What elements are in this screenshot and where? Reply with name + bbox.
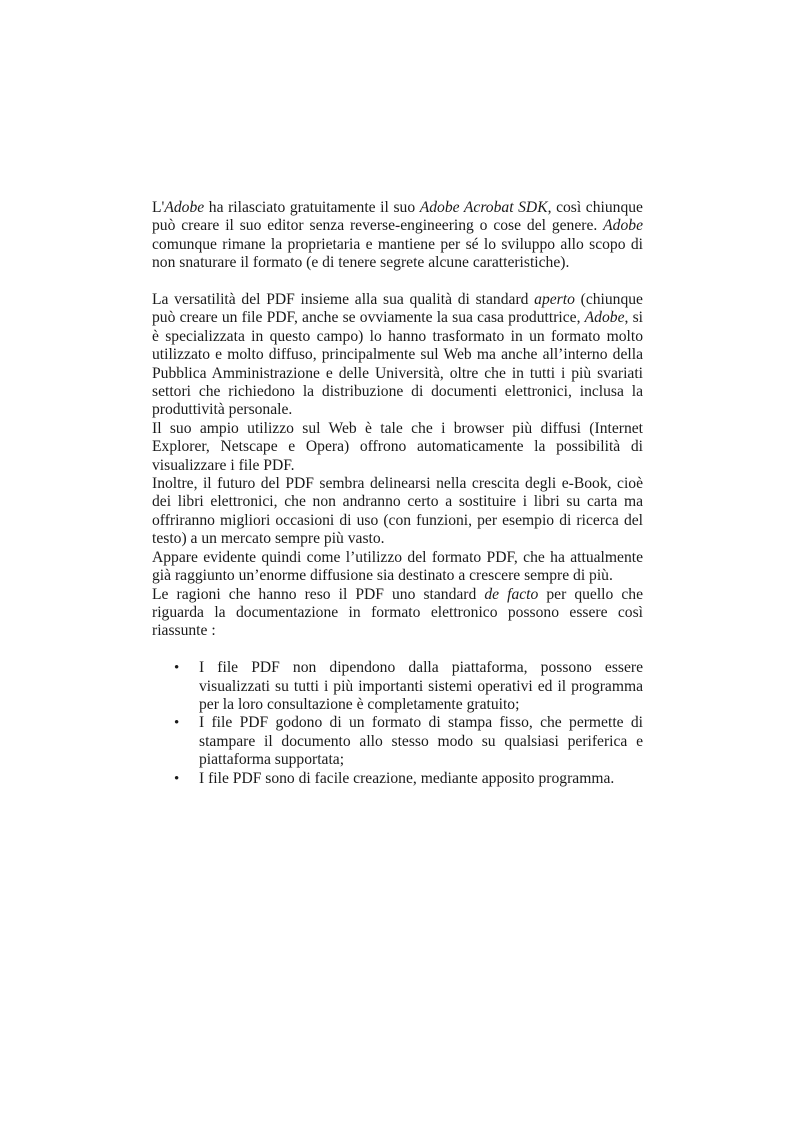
emphasis-de-facto: de facto bbox=[484, 585, 539, 603]
paragraph-adobe-sdk bbox=[152, 199, 643, 273]
text-run: La versatilità del PDF insieme alla sua qualità di standard bbox=[152, 291, 535, 309]
paragraph-reasons-intro bbox=[152, 586, 643, 641]
list-item bbox=[152, 659, 643, 714]
list-item-text: I file PDF godono di un formato di stampa fisso, che permette di stampare il documento allo stesso modo su qualsiasi periferica e piattaforma supportata; bbox=[199, 714, 643, 769]
text-run: comunque rimane la proprietaria e mantiene per sé lo sviluppo allo scopo di non snaturare il formato (e di tenere segrete alcune caratteristiche). bbox=[152, 235, 643, 272]
emphasis-adobe: Adobe bbox=[164, 199, 205, 216]
text-run: (chiunque può creare un file PDF, anche se ovviamente la sua casa produttrice, bbox=[152, 291, 643, 327]
emphasis-aperto: aperto bbox=[534, 291, 575, 309]
list-item bbox=[152, 770, 643, 788]
text-run: Le ragioni che hanno reso il PDF uno standard bbox=[152, 585, 485, 603]
list-item-text: I file PDF sono di facile creazione, mediante apposito programma. bbox=[199, 769, 615, 787]
document-page bbox=[152, 199, 643, 788]
reasons-list bbox=[152, 659, 643, 788]
paragraph-ebook-future: Inoltre, il futuro del PDF sembra delinearsi nella crescita degli e-Book, cioè dei libri elettronici, che non andranno certo a sostituire i libri su carta ma offriranno migliori occasioni di uso (con funzioni, per esempio di ricerca del testo) a un mercato sempre più vasto. bbox=[152, 475, 643, 548]
paragraph-growth: Appare evidente quindi come l’utilizzo del formato PDF, che ha attualmente già raggiunto un’enorme diffusione sia destinato a crescere sempre di più. bbox=[152, 548, 643, 585]
list-item bbox=[152, 714, 643, 769]
emphasis-adobe-acrobat-sdk: Adobe Acrobat SDK bbox=[419, 199, 548, 216]
emphasis-adobe: Adobe bbox=[603, 217, 643, 235]
list-item-text: I file PDF non dipendono dalla piattaforma, possono essere visualizzati su tutti i più importanti sistemi operativi ed il programma per la loro consultazione è completamente gratuito; bbox=[199, 659, 643, 713]
bullet-icon: • bbox=[174, 715, 180, 732]
bullet-icon: • bbox=[174, 660, 180, 677]
paragraph-web-usage: Il suo ampio utilizzo sul Web è tale che i browser più diffusi (Internet Explorer, Netscape e Opera) offrono automaticamente la possibilità di visualizzare i file PDF. bbox=[152, 419, 643, 474]
text-run: , si è specializzata in questo campo) lo hanno trasformato in un formato molto utilizzato e molto diffuso, principalmente sul Web ma anche all’interno della Pubblica Amministrazione e delle Università, oltre che in tutti i più svariati settori che richiedono la distribuzione di documenti elettronici, inclusa la produttività personale. bbox=[152, 309, 643, 419]
text-run: L' bbox=[152, 199, 165, 216]
emphasis-adobe: Adobe bbox=[584, 309, 625, 327]
text-run: ha rilasciato gratuitamente il suo bbox=[204, 199, 420, 216]
text-run: per quello che riguarda la documentazione in formato elettronico possono essere così riassunte : bbox=[152, 585, 644, 640]
text-run: , così chiunque può creare il suo editor senza reverse-engineering o cose del genere. bbox=[152, 199, 643, 235]
bullet-icon: • bbox=[174, 770, 180, 787]
paragraph-versatility bbox=[152, 291, 643, 420]
